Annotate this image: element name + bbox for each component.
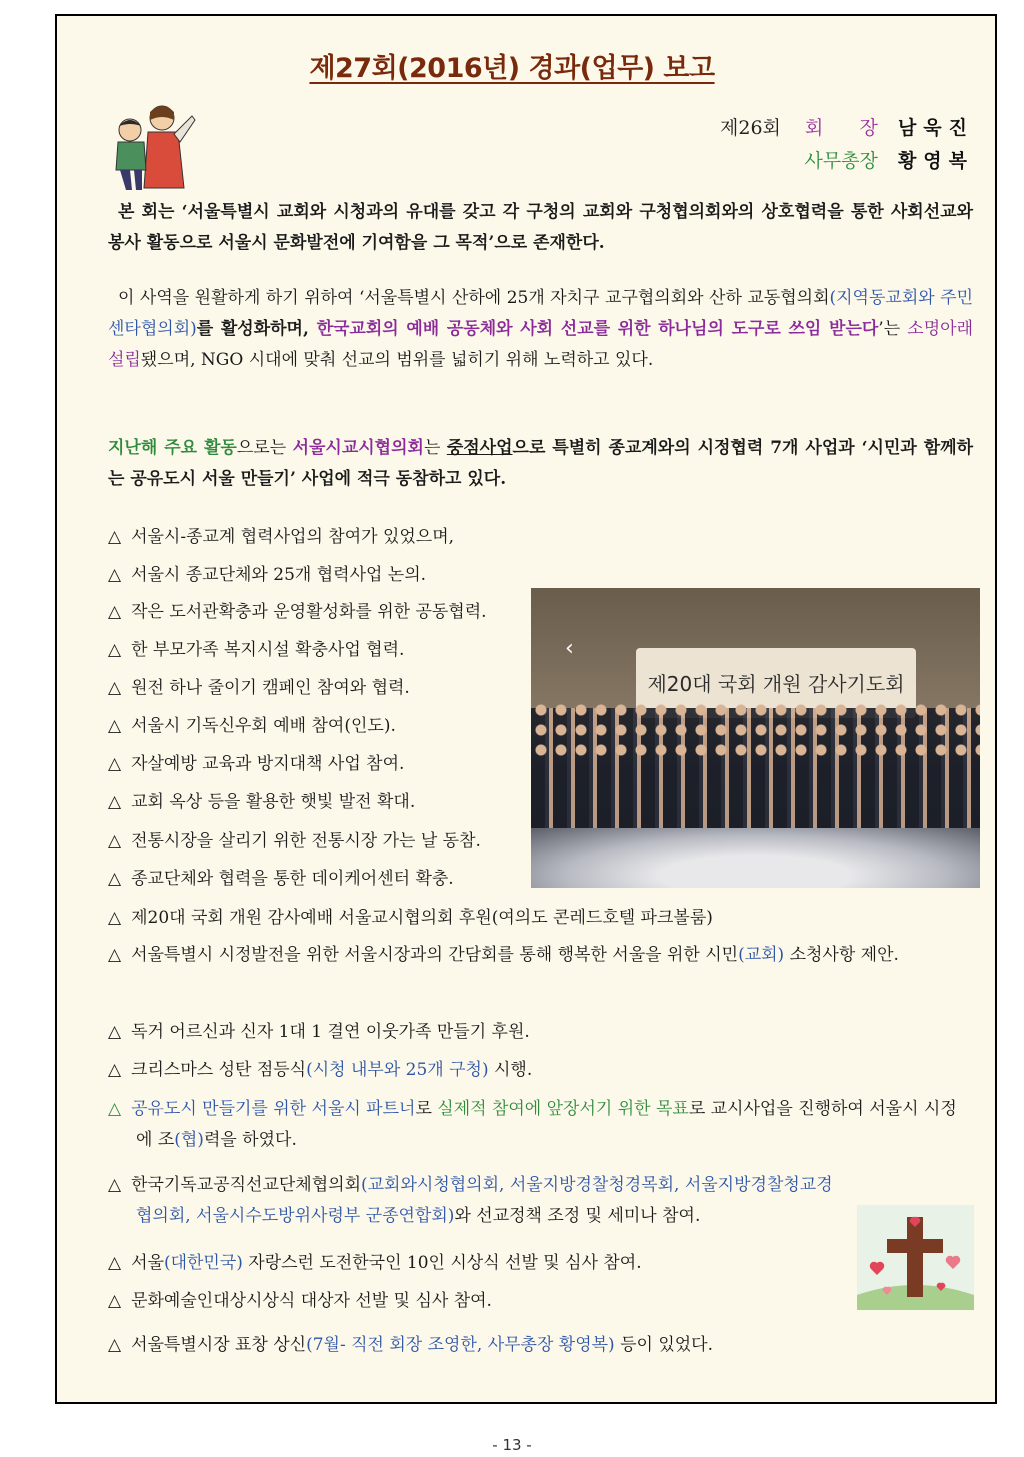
list-item-text: 한 부모가족 복지시설 확충사업 협력. — [131, 640, 405, 660]
list-item — [108, 826, 481, 857]
bullet-icon: △ — [108, 945, 122, 965]
list-item-text: 교회 옥상 등을 활용한 햇빛 발전 확대. — [131, 792, 416, 812]
list-item — [108, 1286, 492, 1317]
list-item-text: 제20대 국회 개원 감사예배 서울교시협의회 후원(여의도 콘레드호텔 파크볼룸) — [131, 908, 713, 928]
text-run: 크리스마스 성탄 점등식 — [131, 1060, 307, 1080]
list-item — [108, 864, 454, 895]
signature-role: 회 장 — [804, 117, 878, 139]
bullet-icon: △ — [108, 831, 122, 851]
bullet-icon: △ — [108, 1291, 122, 1311]
bullet-icon: △ — [108, 716, 122, 736]
text-run: 한국교회의 예배 공동체와 사회 선교를 위한 하나님의 도구로 쓰임 받는다 — [316, 319, 879, 339]
bullet-icon: △ — [108, 640, 122, 660]
text-run: 로 교시사업을 진행하여 서울시 시정에 조 — [136, 1099, 957, 1150]
intro-text: 본 회는 ‘서울특별시 교회와 시청과의 유대를 갖고 각 구청의 교회와 구청협의회와의 상호협력을 통한 사회선교와 봉사 활동으로 서울시 문화발전에 기여함을 그 목적’으로 존재한다. — [108, 202, 973, 253]
text-run: 실제적 참여에 앞장서기 위한 목표 — [437, 1099, 689, 1119]
list-item — [108, 597, 487, 628]
list-item — [108, 711, 396, 742]
list-item-text: 전통시장을 살리기 위한 전통시장 가는 날 동참. — [131, 831, 481, 851]
intro-paragraph-3 — [108, 433, 973, 495]
list-item-text: 종교단체와 협력을 통한 데이케어센터 확충. — [131, 869, 454, 889]
intro-paragraph-2 — [108, 283, 973, 376]
list-item — [108, 635, 404, 666]
list-item — [108, 1094, 973, 1156]
list-item — [108, 1055, 532, 1086]
signature-role: 사무총장 — [804, 150, 878, 172]
text-run: 서울특별시 시정발전을 위한 서울시장과의 간담회를 통해 행복한 서울을 위한 시민 — [131, 945, 739, 965]
list-item — [108, 1170, 848, 1232]
list-item-text: 원전 하나 줄이기 캠페인 참여와 협력. — [131, 678, 410, 698]
text-run: (시청 내부와 25개 구청) — [306, 1060, 489, 1080]
list-item-text: 자살예방 교육과 방지대책 사업 참여. — [131, 754, 405, 774]
signature-name: 남욱진 — [897, 117, 974, 139]
bullet-icon: △ — [108, 792, 122, 812]
text-run: (지역동교회와 주민센타협의회) — [108, 288, 974, 339]
list-item — [108, 522, 454, 553]
signature-prefix: 제26회 — [720, 117, 781, 139]
bullet-icon: △ — [108, 754, 122, 774]
bullet-icon: △ — [108, 565, 122, 585]
bullet-icon: △ — [108, 527, 122, 547]
list-item — [108, 787, 415, 818]
list-item-text: 작은 도서관확충과 운영활성화를 위한 공동협력. — [131, 602, 487, 622]
list-item — [108, 1248, 642, 1279]
text-run: 소청사항 제안. — [789, 945, 899, 965]
text-run: 으로는 — [236, 438, 293, 458]
bullet-icon: △ — [108, 1022, 122, 1042]
text-run: 서울시교시협의회 — [292, 438, 424, 458]
text-run: 소명아래 설립 — [108, 319, 973, 370]
text-run: 시행. — [488, 1060, 533, 1080]
text-run: (교회) — [738, 945, 785, 965]
text-run: 등이 있었다. — [614, 1335, 714, 1355]
text-run: 는 — [423, 438, 447, 458]
bullet-icon: △ — [108, 678, 122, 698]
photo-banner-text: 제20대 국회 개원 감사기도회 — [647, 672, 905, 696]
text-run: 으로 특별히 종교계와의 시정협력 7개 사업과 ‘시민과 함께하는 공유도시 서울 만들기’ 사업에 적극 동참하고 있다. — [108, 438, 974, 489]
text-run: 됐으며, NGO 시대에 맞춰 선교의 범위를 넓히기 위해 노력하고 있다. — [140, 350, 654, 370]
text-run: 공유도시 만들기를 위한 서울시 파트너 — [131, 1099, 416, 1119]
list-item — [108, 560, 426, 591]
text-run: 력을 하였다. — [203, 1130, 297, 1150]
text-run: 자랑스런 도전한국인 10인 시상식 선발 및 심사 참여. — [242, 1253, 642, 1273]
text-run: 서울특별시장 표창 상신 — [131, 1335, 307, 1355]
signature-line-secretary — [804, 146, 974, 173]
photo-faces — [531, 698, 980, 758]
event-group-photo — [531, 588, 980, 888]
jesus-with-child-illustration — [104, 98, 196, 193]
text-run: 를 활성화하며, — [196, 319, 317, 339]
bullet-icon: △ — [108, 602, 122, 622]
list-item-text: 독거 어르신과 신자 1대 1 결연 이웃가족 만들기 후원. — [131, 1022, 530, 1042]
intro-paragraph-1 — [108, 197, 973, 259]
text-run: 한국기독교공직선교단체협의회 — [131, 1175, 361, 1195]
bullet-icon: △ — [108, 1060, 122, 1080]
list-item-text: 서울시 종교단체와 25개 협력사업 논의. — [131, 565, 427, 585]
cross-with-hearts-illustration — [857, 1205, 974, 1310]
signature-name: 황영복 — [897, 150, 974, 172]
text-run: 서울 — [131, 1253, 164, 1273]
text-run: (대한민국) — [163, 1253, 243, 1273]
text-run: 로 — [415, 1099, 438, 1119]
bullet-icon: △ — [108, 869, 122, 889]
bullet-icon: △ — [108, 1335, 122, 1355]
list-item — [108, 1330, 713, 1361]
text-run: (7월- 직전 회장 조영한, 사무총장 황영복) — [306, 1335, 615, 1355]
bullet-icon: △ — [108, 1253, 122, 1273]
list-item-text: 서울시-종교계 협력사업의 참여가 있었으며, — [131, 527, 455, 547]
text-run: 이 사역을 원활하게 하기 위하여 ‘서울특별시 산하에 25개 자치구 교구협의회와 산하 교동협의회 — [118, 288, 830, 308]
list-item-text: 문화예술인대상시상식 대상자 선발 및 심사 참여. — [131, 1291, 492, 1311]
list-item — [108, 673, 410, 704]
list-item — [108, 903, 713, 934]
list-item — [108, 749, 404, 780]
photo-tables — [531, 828, 980, 888]
page-title: 제27회(2016년) 경과(업무) 보고 — [309, 53, 715, 84]
text-run: (교회와시청협의회, 서울지방경찰청경목회, 서울지방경찰청교경협의회, 서울시수도방위사령부 군종연합회) — [136, 1175, 833, 1226]
text-run: ’는 — [878, 319, 908, 339]
chevron-left-icon[interactable]: ‹ — [565, 636, 574, 661]
text-run: 중점사업 — [446, 438, 513, 458]
text-run: 와 선교정책 조정 및 세미나 참여. — [454, 1206, 701, 1226]
bullet-icon: △ — [108, 1099, 122, 1119]
text-run: 지난해 주요 활동 — [108, 438, 237, 458]
page-number: - 13 - — [492, 1436, 532, 1454]
list-item — [108, 1017, 530, 1048]
list-item-text: 서울시 기독신우회 예배 참여(인도). — [131, 716, 396, 736]
signature-line-president — [720, 113, 974, 140]
bullet-icon: △ — [108, 1175, 122, 1195]
text-run: (협) — [174, 1130, 204, 1150]
bullet-icon: △ — [108, 908, 122, 928]
list-item — [108, 940, 973, 971]
